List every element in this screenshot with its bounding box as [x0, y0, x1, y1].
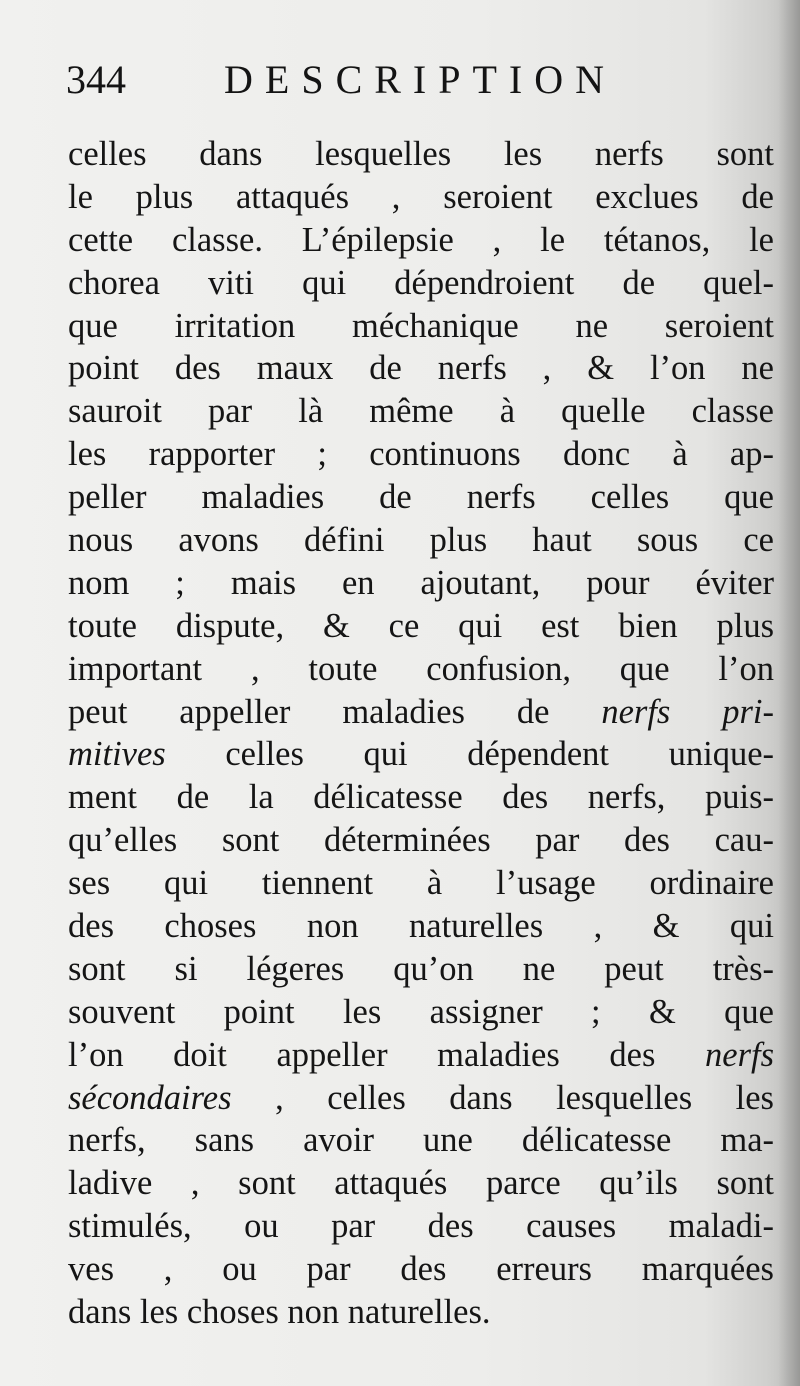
text-line [68, 605, 774, 648]
text-segment: ladive , sont attaqués parce qu’ils sont [68, 1164, 774, 1203]
text-line [68, 390, 774, 433]
text-segment: les rapporter ; continuons donc à ap- [68, 435, 774, 474]
text-line [68, 1162, 774, 1205]
text-line [68, 648, 774, 691]
text-segment: dans les choses non naturelles. [68, 1293, 491, 1332]
text-line [68, 733, 774, 776]
text-line [68, 862, 774, 905]
text-segment: celles dans lesquelles les nerfs sont [68, 135, 774, 173]
italic-text: mitives [68, 735, 166, 774]
text-segment: ment de la délicatesse des nerfs, puis- [68, 778, 774, 817]
text-line [68, 1205, 774, 1248]
text-segment: des choses non naturelles , & qui [68, 907, 774, 946]
text-line [68, 819, 774, 862]
text-segment: toute dispute, & ce qui est bien plus [68, 606, 774, 645]
text-segment: celles qui dépendent unique- [165, 735, 774, 774]
text-segment: ves , ou par des erreurs marquées [68, 1250, 774, 1289]
text-line [68, 519, 774, 562]
text-line [68, 176, 774, 219]
text-line [68, 347, 774, 390]
text-line [68, 433, 774, 476]
text-segment: nerfs, sans avoir une délicatesse ma- [68, 1121, 774, 1160]
text-line [68, 691, 774, 734]
page-header [66, 52, 766, 112]
text-segment: important , toute confusion, que l’on [68, 649, 774, 688]
text-line [68, 305, 774, 348]
text-segment: l’on doit appeller maladies des [68, 1035, 705, 1074]
text-line [68, 948, 774, 991]
text-segment: que irritation méchanique ne seroient [68, 306, 774, 345]
text-segment: sont si légeres qu’on ne peut très- [68, 949, 774, 988]
text-segment: peller maladies de nerfs celles que [68, 478, 774, 517]
text-segment: stimulés, ou par des causes maladi- [68, 1207, 774, 1246]
text-line [68, 991, 774, 1034]
text-line [68, 476, 774, 519]
text-segment: nous avons défini plus haut sous ce [68, 521, 774, 560]
text-line [68, 133, 774, 176]
text-line [68, 1077, 774, 1120]
text-segment: ses qui tiennent à l’usage ordinaire [68, 864, 774, 903]
running-head: DESCRIPTION [224, 57, 617, 102]
italic-text: nerfs pri- [601, 692, 774, 731]
text-segment: le plus attaqués , seroient exclues de [68, 177, 774, 216]
text-segment: qu’elles sont déterminées par des cau- [68, 821, 774, 860]
text-segment: sauroit par là même à quelle classe [68, 392, 774, 431]
text-segment: nom ; mais en ajoutant, pour éviter [68, 563, 774, 602]
text-line [68, 262, 774, 305]
italic-text: nerfs [705, 1035, 774, 1074]
text-line [68, 219, 774, 262]
text-line [68, 1119, 774, 1162]
text-line [68, 1034, 774, 1077]
text-line [68, 1291, 774, 1334]
italic-text: sécondaires [68, 1078, 232, 1117]
page-number: 344 [66, 57, 126, 102]
text-line [68, 905, 774, 948]
text-segment: peut appeller maladies de [68, 692, 602, 731]
text-segment: point des maux de nerfs , & l’on ne [68, 349, 774, 388]
body-text [68, 133, 774, 1334]
text-segment: cette classe. L’épilepsie , le tétanos, le [68, 220, 774, 259]
text-line [68, 1248, 774, 1291]
text-line [68, 562, 774, 605]
text-line [68, 776, 774, 819]
page-edge-shadow [778, 0, 800, 1386]
text-segment: souvent point les assigner ; & que [68, 992, 774, 1031]
text-segment: , celles dans lesquelles les [231, 1078, 774, 1117]
text-segment: chorea viti qui dépendroient de quel- [68, 263, 774, 302]
